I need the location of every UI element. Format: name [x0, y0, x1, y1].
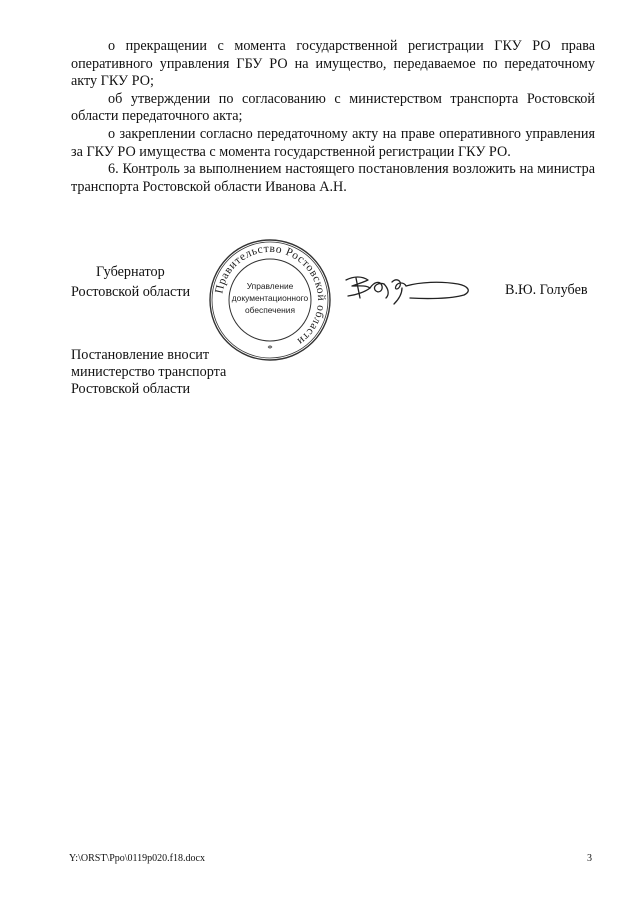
official-seal — [208, 238, 332, 362]
footer-page-number: 3 — [587, 853, 592, 864]
paragraph-termination-right: о прекращении с момента государственной регистрации ГКУ РО права оперативного управления ГБУ РО на имущество, передаваемое по передаточному акту ГКУ РО; — [71, 38, 595, 90]
paragraph-control: 6. Контроль за выполнением настоящего постановления возложить на министра транспорта Ростовской области Иванова А.Н. — [71, 161, 595, 195]
submitter-line3: Ростовской области — [71, 381, 191, 397]
submitter-line1: Постановление вносит — [71, 347, 210, 363]
signatory-name: В.Ю. Голубев — [505, 282, 588, 298]
svg-text:*: * — [267, 343, 273, 355]
svg-text:Правительство Ростовской облас: Правительство Ростовской области — [213, 242, 328, 348]
svg-text:обеспечения: обеспечения — [245, 305, 295, 315]
paragraph-approval-act: об утверждении по согласованию с министерством транспорта Ростовской области передаточного акта; — [71, 90, 595, 125]
svg-text:документационного: документационного — [231, 293, 309, 303]
paragraph-assignment: о закреплении согласно передаточному акту на праве оперативного управления за ГКУ РО имущества с момента государственной регистрации ГКУ РО. — [71, 125, 595, 160]
footer-file-path: Y:\ORST\Ppo\0119p020.f18.docx — [69, 853, 205, 864]
signatory-title — [71, 262, 190, 302]
submitter-block — [71, 347, 226, 398]
submitter-line2: министерство транспорта — [71, 364, 227, 380]
body-text — [71, 38, 595, 196]
svg-text:Управление: Управление — [246, 281, 294, 291]
signatory-title-line2: Ростовской области — [71, 284, 191, 300]
handwritten-signature — [340, 268, 475, 312]
signatory-title-line1: Губернатор — [96, 264, 165, 280]
